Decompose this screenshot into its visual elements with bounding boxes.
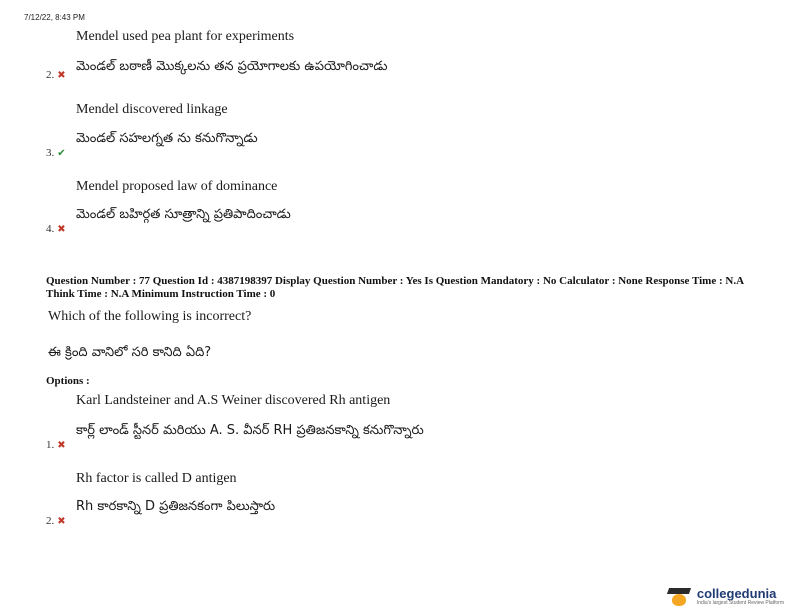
option-text-te: Rh కారకాన్ని D ప్రతిజనకంగా పిలుస్తారు: [76, 499, 276, 514]
option-number: [46, 515, 66, 527]
logo-name: collegedunia: [696, 586, 777, 601]
options-label: Options :: [46, 375, 90, 387]
option-number: [46, 69, 66, 81]
graduate-mascot-icon: [666, 588, 692, 606]
option-text-en: Karl Landsteiner and A.S Weiner discovered Rh antigen: [76, 393, 391, 408]
option-text-en: Mendel discovered linkage: [76, 102, 228, 117]
option-text-te: కార్ల్ లాండ్ స్టీనర్ మరియు A. S. వీనర్ RH ప్రతిజనకాన్ని కనుగొన్నారు: [76, 423, 424, 438]
question-text-te: ఈ క్రింది వానిలో సరి కానిది ఏది?: [48, 345, 212, 360]
option-number-label: 2.: [46, 515, 55, 527]
wrong-mark-icon: ✖: [57, 440, 66, 451]
option-text-te: మెండల్ బహిర్గత సూత్రాన్ని ప్రతిపాదించాడు: [76, 207, 291, 222]
logo-text: [697, 587, 784, 606]
option-text-te: మెండల్ సహలగ్నత ను కనుగొన్నాడు: [76, 131, 258, 146]
option-number-label: 4.: [46, 223, 55, 235]
option-text-en: Mendel proposed law of dominance: [76, 179, 278, 194]
grad-cap-shape: [667, 588, 691, 594]
option-text-te: మెండల్ బఠాణీ మొక్కలను తన ప్రయోగాలకు ఉపయోగించాడు: [76, 59, 388, 74]
option-number-label: 1.: [46, 439, 55, 451]
option-number: [46, 223, 66, 235]
wrong-mark-icon: ✖: [57, 70, 66, 81]
option-number: [46, 147, 66, 159]
collegedunia-logo: [666, 587, 784, 606]
option-number-label: 3.: [46, 147, 55, 159]
print-timestamp: 7/12/22, 8:43 PM: [24, 13, 85, 22]
option-text-en: Mendel used pea plant for experiments: [76, 29, 295, 44]
option-text-en: Rh factor is called D antigen: [76, 471, 237, 486]
option-number: [46, 439, 66, 451]
wrong-mark-icon: ✖: [57, 224, 66, 235]
option-number-label: 2.: [46, 69, 55, 81]
question-text-en: Which of the following is incorrect?: [48, 309, 252, 324]
correct-check-icon: ✔: [57, 148, 66, 159]
mascot-face-shape: [672, 594, 686, 606]
logo-tagline: India's largest Student Review Platform: [696, 600, 784, 606]
wrong-mark-icon: ✖: [57, 516, 66, 527]
question-meta: Question Number : 77 Question Id : 4387198397 Display Question Number : Yes Is Question Mandatory : No Calculator : None Response Time : N.A Think Time : N.A Minimum Instruction Time : 0: [46, 275, 744, 300]
